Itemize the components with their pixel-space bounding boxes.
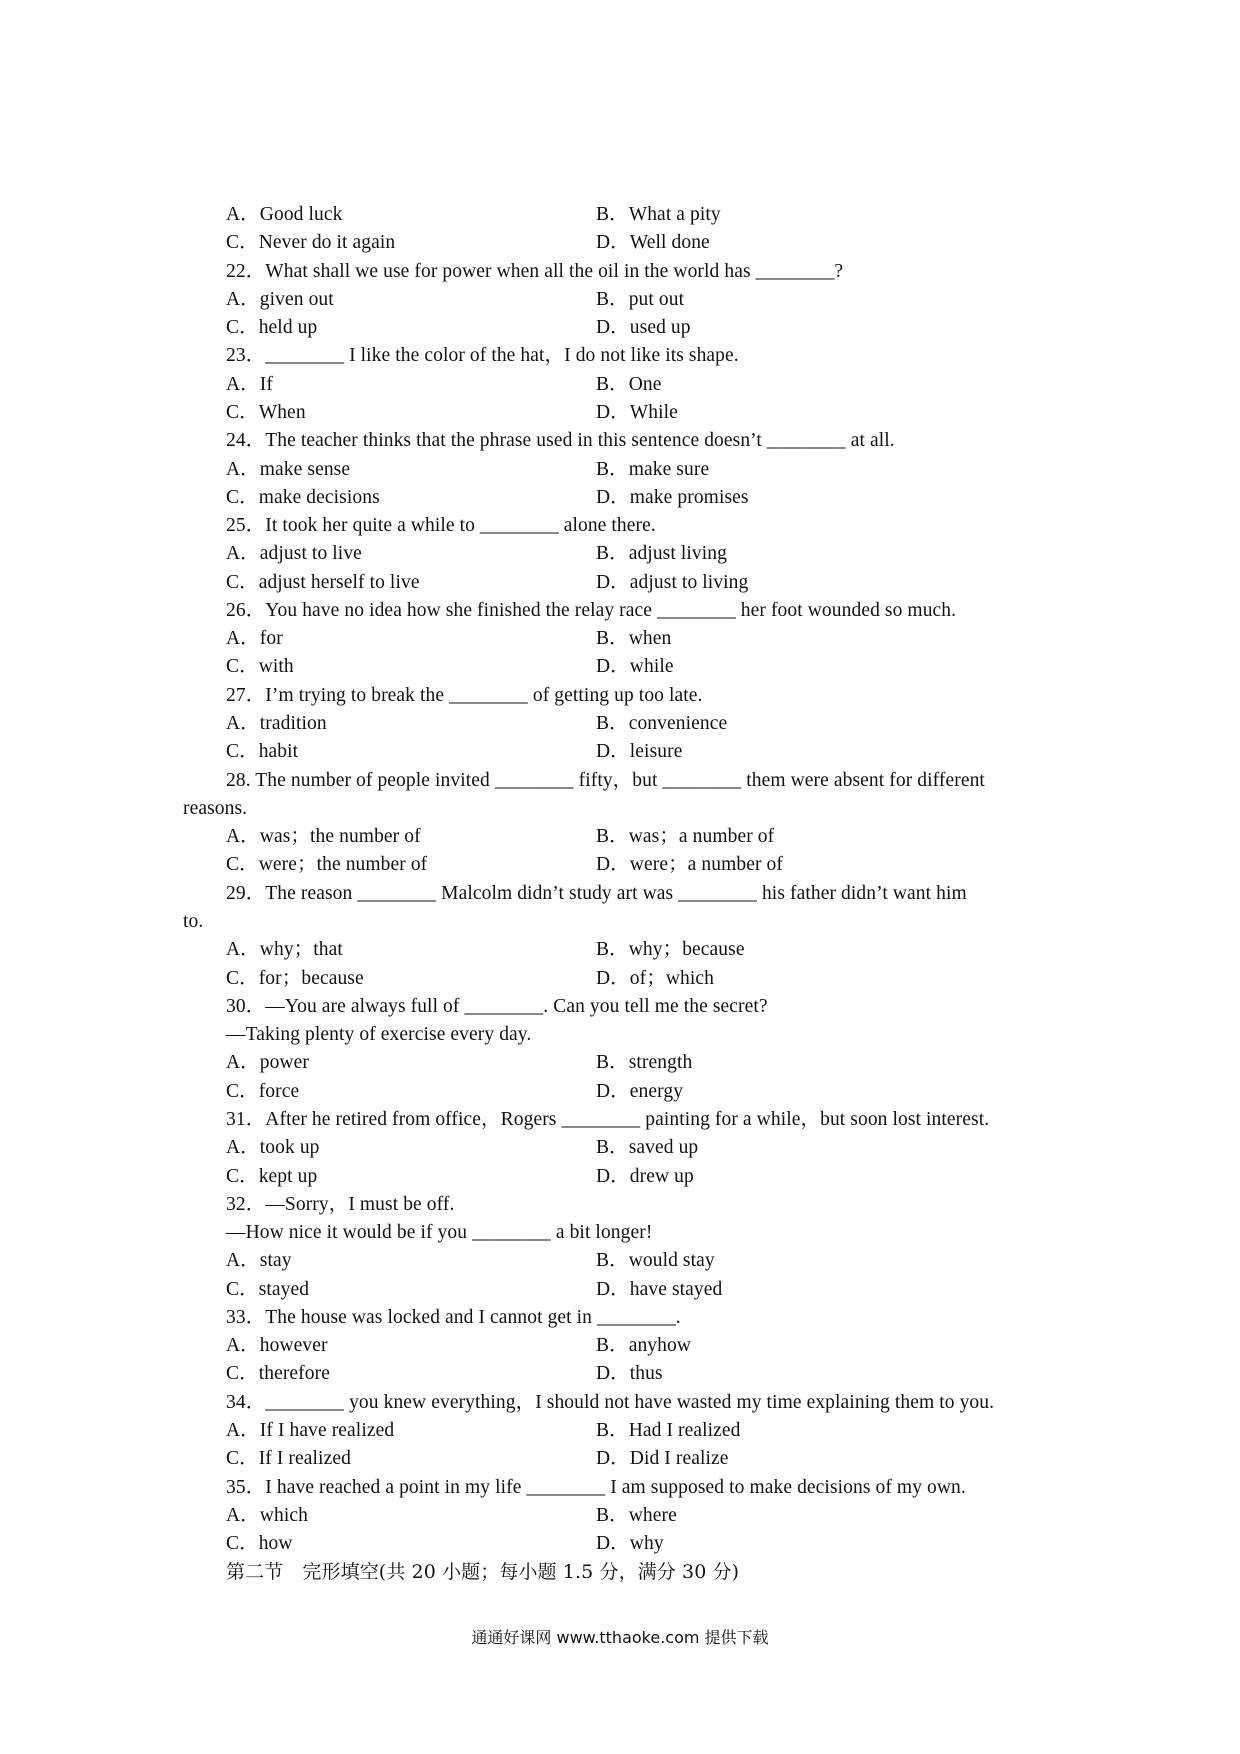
option-right: B．adjust living: [596, 543, 727, 564]
option-left: C．therefore: [226, 1363, 330, 1384]
option-left: A．power: [226, 1052, 310, 1073]
option-left: A．tradition: [226, 713, 327, 734]
option-right: B．Had I realized: [596, 1420, 741, 1441]
option-right: D．were；a number of: [596, 854, 783, 875]
question-stem: 29．The reason ________ Malcolm didn’t study art was ________ his father didn’t want him: [226, 883, 967, 904]
option-left: C．Never do it again: [226, 232, 396, 253]
option-left: C．make decisions: [226, 487, 380, 508]
option-right: D．thus: [596, 1363, 663, 1384]
question-stem: 24．The teacher thinks that the phrase used in this sentence doesn’t ________ at all.: [226, 430, 895, 451]
option-left: A．If: [226, 374, 273, 395]
option-right: B．where: [596, 1505, 677, 1526]
question-stem: 27．I’m trying to break the ________ of getting up too late.: [226, 685, 703, 706]
option-left: A．Good luck: [226, 204, 343, 225]
option-left: C．adjust herself to live: [226, 572, 420, 593]
option-left: C．habit: [226, 741, 299, 762]
page-footer: 通通好课网 www.tthaoke.com 提供下载: [471, 1628, 769, 1647]
option-right: D．make promises: [596, 487, 749, 508]
question-stem: 25．It took her quite a while to ________ alone there.: [226, 515, 656, 536]
option-right: D．of；which: [596, 968, 714, 989]
option-left: A．why；that: [226, 939, 343, 960]
option-left: C．When: [226, 402, 306, 423]
option-right: B．strength: [596, 1052, 693, 1073]
option-right: B．make sure: [596, 459, 710, 480]
option-right: D．while: [596, 656, 674, 677]
option-left: C．with: [226, 656, 294, 677]
question-stem: —How nice it would be if you ________ a bit longer!: [226, 1222, 653, 1243]
option-right: D．drew up: [596, 1166, 694, 1187]
option-left: A．took up: [226, 1137, 320, 1158]
option-right: B．What a pity: [596, 204, 721, 225]
option-left: C．for；because: [226, 968, 364, 989]
question-continuation: to.: [183, 911, 204, 932]
question-stem: 31．After he retired from office，Rogers ________ painting for a while，but soon lost interest.: [226, 1109, 990, 1130]
question-stem: 26．You have no idea how she finished the relay race ________ her foot wounded so much.: [226, 600, 957, 621]
option-right: D．energy: [596, 1081, 684, 1102]
question-stem: 32．—Sorry，I must be off.: [226, 1194, 455, 1215]
option-left: A．stay: [226, 1250, 292, 1271]
option-right: B．convenience: [596, 713, 728, 734]
question-stem: 34．________ you knew everything，I should not have wasted my time explaining them to you.: [226, 1392, 995, 1413]
question-stem: 28. The number of people invited ________ fifty，but ________ them were absent for different: [226, 770, 985, 791]
option-left: A．which: [226, 1505, 308, 1526]
option-left: C．held up: [226, 317, 318, 338]
option-right: B．saved up: [596, 1137, 699, 1158]
option-left: A．adjust to live: [226, 543, 362, 564]
option-right: B．why；because: [596, 939, 745, 960]
option-right: B．anyhow: [596, 1335, 692, 1356]
option-right: D．why: [596, 1533, 664, 1554]
option-right: D．have stayed: [596, 1279, 723, 1300]
option-right: D．Well done: [596, 232, 710, 253]
section-heading: 第二节 完形填空(共 20 小题；每小题 1.5 分，满分 30 分): [226, 1561, 740, 1583]
option-left: C．If I realized: [226, 1448, 351, 1469]
option-left: A．given out: [226, 289, 334, 310]
question-stem: —Taking plenty of exercise every day.: [226, 1024, 532, 1045]
option-left: C．were；the number of: [226, 854, 428, 875]
option-left: A．If I have realized: [226, 1420, 395, 1441]
question-stem: 35．I have reached a point in my life ________ I am supposed to make decisions of my own.: [226, 1477, 966, 1498]
option-left: C．kept up: [226, 1166, 318, 1187]
question-stem: 30．—You are always full of ________. Can you tell me the secret?: [226, 996, 768, 1017]
option-right: B．put out: [596, 289, 685, 310]
option-left: A．for: [226, 628, 283, 649]
option-right: B．when: [596, 628, 672, 649]
option-right: D．While: [596, 402, 678, 423]
option-left: C．stayed: [226, 1279, 310, 1300]
option-right: B．would stay: [596, 1250, 715, 1271]
option-right: D．leisure: [596, 741, 683, 762]
option-right: B．One: [596, 374, 662, 395]
option-right: D．adjust to living: [596, 572, 749, 593]
option-left: A．however: [226, 1335, 328, 1356]
option-right: D．used up: [596, 317, 691, 338]
question-continuation: reasons.: [183, 798, 248, 819]
option-left: A．make sense: [226, 459, 351, 480]
option-right: B．was；a number of: [596, 826, 775, 847]
question-stem: 33．The house was locked and I cannot get in ________.: [226, 1307, 681, 1328]
question-stem: 22．What shall we use for power when all the oil in the world has ________?: [226, 261, 844, 282]
option-left: C．force: [226, 1081, 300, 1102]
option-right: D．Did I realize: [596, 1448, 729, 1469]
option-left: A．was；the number of: [226, 826, 421, 847]
question-stem: 23．________ I like the color of the hat，I do not like its shape.: [226, 345, 739, 366]
option-left: C．how: [226, 1533, 293, 1554]
